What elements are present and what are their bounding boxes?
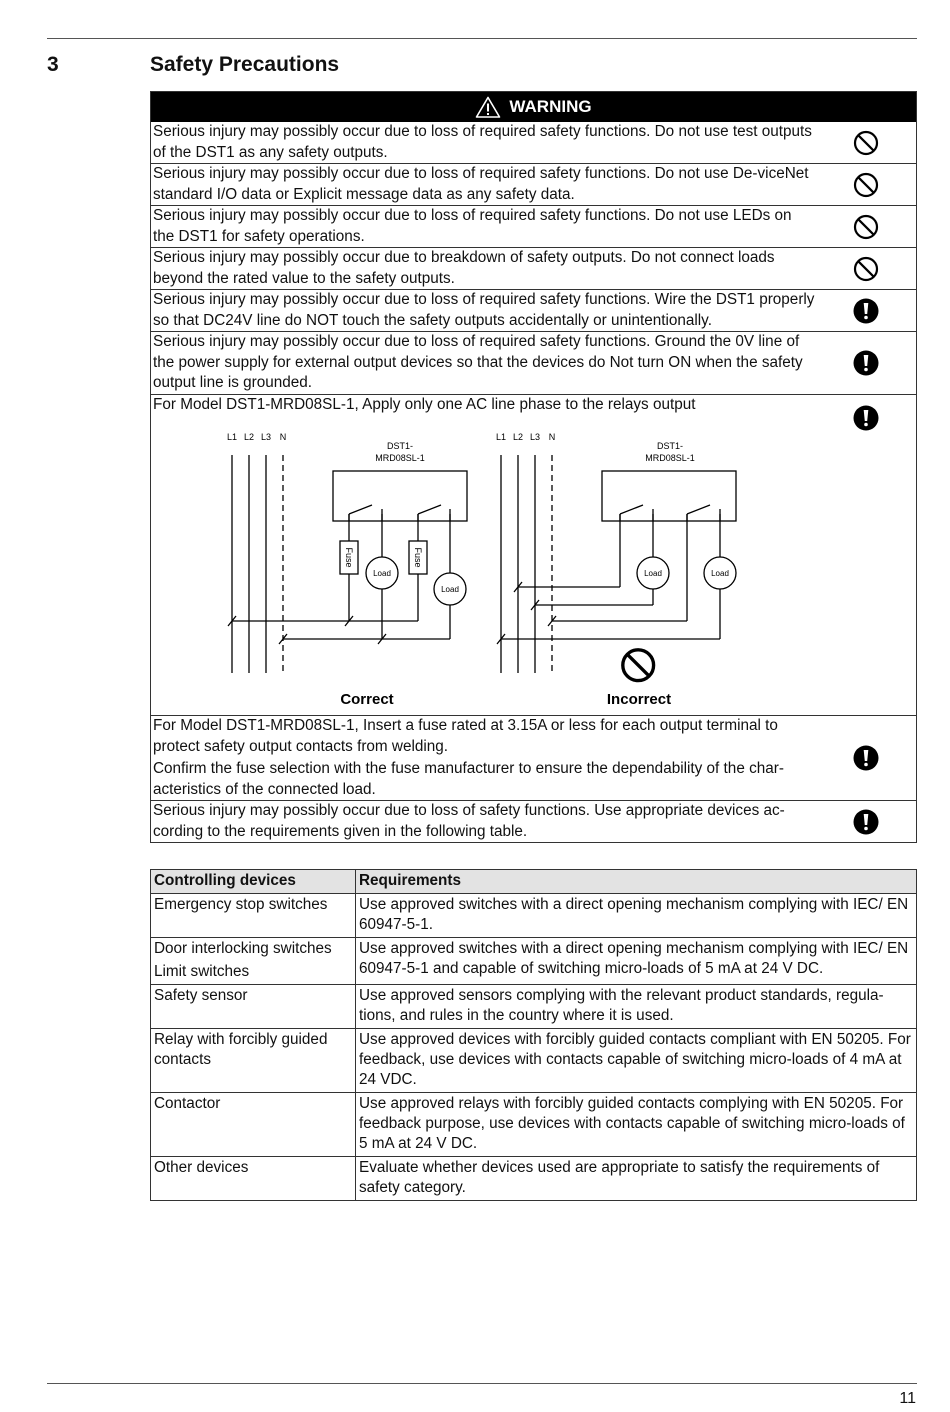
device-name: Door interlocking switches <box>154 940 332 957</box>
warning-row <box>151 205 916 247</box>
warning-line: Serious injury may possibly occur due to loss of required safety functions. Do not use test outputs of the DST1 as any safety outputs. <box>153 123 812 161</box>
requirement-cell: Use approved relays with forcibly guided contacts complying with EN 50205. For feedback purpose, use devices with contacts capable of switching micro-loads of 5 mA at 24 V DC. <box>356 1093 917 1157</box>
warning-line: Serious injury may possibly occur due to loss of required safety functions. Ground the 0V line of the power supply for external output devices so that the devices do Not turn ON when the safety output line is grounded. <box>153 333 803 391</box>
warning-table <box>150 91 917 843</box>
line-label: L2 <box>243 432 255 442</box>
wire <box>620 505 643 514</box>
warning-text <box>151 206 916 247</box>
device-name: Relay with forcibly guided contacts <box>154 1031 328 1068</box>
correct-label: Correct <box>340 691 394 708</box>
warning-row <box>151 394 916 716</box>
warning-row <box>151 122 916 163</box>
load-label: Load <box>644 569 662 578</box>
warning-triangle-icon <box>475 96 501 118</box>
load-label: Load <box>441 585 459 594</box>
device-cell <box>151 985 356 1029</box>
prohibition-icon <box>853 256 879 282</box>
device-name: Contactor <box>154 1095 221 1112</box>
page-number: 11 <box>899 1390 916 1407</box>
device-cell <box>151 894 356 938</box>
warning-line: Serious injury may possibly occur due to loss of safety functions. Use appropriate devices ac-cording to the requirements given in the following table. <box>153 802 785 840</box>
load-label: Load <box>711 569 729 578</box>
module-label: MRD08SL-1 <box>645 453 695 463</box>
section-number: 3 <box>47 53 59 76</box>
table-row <box>151 1029 917 1093</box>
warning-text <box>151 290 916 331</box>
requirements-header-row <box>151 870 917 894</box>
warning-line: Serious injury may possibly occur due to loss of required safety functions. Wire the DST1 properly so that DC24V line do NOT touch the safety outputs accidentally or unintentionally. <box>153 291 815 329</box>
warning-line: For Model DST1-MRD08SL-1, Insert a fuse rated at 3.15A or less for each output terminal to protect safety output contacts from welding. <box>153 717 778 755</box>
fuse-label: Fuse <box>344 547 354 568</box>
warning-header <box>151 92 916 122</box>
requirement-cell: Evaluate whether devices used are appropriate to satisfy the requirements of safety category. <box>356 1157 917 1201</box>
requirement-cell: Use approved sensors complying with the relevant product standards, regula-tions, and rules in the country where it is used. <box>356 985 917 1029</box>
warning-line: For Model DST1-MRD08SL-1, Apply only one AC line phase to the relays output <box>153 395 696 413</box>
requirements-table <box>150 869 917 1201</box>
requirement-cell: Use approved devices with forcibly guided contacts compliant with EN 50205. For feedback, use devices with contacts capable of switching micro-loads of 4 mA at 24 VDC. <box>356 1029 917 1093</box>
mandatory-icon <box>853 350 879 376</box>
table-row <box>151 985 917 1029</box>
top-rule <box>47 38 917 39</box>
mandatory-icon <box>853 745 879 771</box>
line-label: L3 <box>529 432 541 442</box>
warning-line: Confirm the fuse selection with the fuse manufacturer to ensure the dependability of the char-acteristics of the connected load. <box>153 760 784 798</box>
warning-text <box>151 801 916 842</box>
section-title: Safety Precautions <box>150 53 340 76</box>
device-cell <box>151 1093 356 1157</box>
incorrect-prohibition-icon <box>623 650 654 681</box>
wire <box>687 505 710 514</box>
warning-row <box>151 247 916 289</box>
wiring-diagram <box>151 419 916 715</box>
warning-row <box>151 163 916 205</box>
mandatory-icon <box>853 809 879 835</box>
warning-text <box>151 395 916 416</box>
warning-text <box>151 716 916 800</box>
load-label: Load <box>373 569 391 578</box>
warning-line: Serious injury may possibly occur due to loss of required safety functions. Do not use De-viceNet standard I/O data or Explicit message data as any safety data. <box>153 165 809 203</box>
device-name: Emergency stop switches <box>154 896 328 913</box>
prohibition-icon <box>853 130 879 156</box>
warning-row <box>151 289 916 331</box>
table-row <box>151 938 917 985</box>
module-label: MRD08SL-1 <box>375 453 425 463</box>
device-cell <box>151 938 356 985</box>
bottom-rule <box>47 1383 917 1384</box>
line-label: N <box>279 432 287 442</box>
line-label: L1 <box>226 432 238 442</box>
warning-line: Serious injury may possibly occur due to breakdown of safety outputs. Do not connect loads beyond the rated value to the safety outputs. <box>153 249 775 287</box>
warning-rows <box>151 122 916 842</box>
warning-text <box>151 122 916 163</box>
table-row <box>151 1157 917 1201</box>
table-row <box>151 1093 917 1157</box>
mandatory-icon <box>853 298 879 324</box>
warning-text <box>151 332 916 394</box>
device-cell <box>151 1029 356 1093</box>
line-label: L1 <box>495 432 507 442</box>
warning-header-label: WARNING <box>509 97 592 116</box>
device-cell <box>151 1157 356 1201</box>
header-controlling-devices: Controlling devices <box>151 870 356 894</box>
module-box <box>333 471 467 521</box>
prohibition-icon <box>853 214 879 240</box>
device-name: Safety sensor <box>154 987 248 1004</box>
wire <box>418 505 441 514</box>
warning-text <box>151 164 916 205</box>
line-label: N <box>548 432 556 442</box>
warning-row <box>151 331 916 394</box>
prohibition-icon <box>853 172 879 198</box>
device-name: Limit switches <box>154 963 250 980</box>
module-label: DST1- <box>386 441 414 451</box>
requirement-cell: Use approved switches with a direct opening mechanism complying with IEC/ EN 60947-5-1 and capable of switching micro-loads of 5 mA at 24 V DC. <box>356 938 917 985</box>
line-label: L2 <box>512 432 524 442</box>
device-name: Other devices <box>154 1159 249 1176</box>
requirement-cell: Use approved switches with a direct opening mechanism complying with IEC/ EN 60947-5-1. <box>356 894 917 938</box>
warning-text <box>151 248 916 289</box>
warning-row <box>151 715 916 800</box>
line-label: L3 <box>260 432 272 442</box>
fuse-label: Fuse <box>413 547 423 568</box>
incorrect-label: Incorrect <box>606 691 672 708</box>
wire <box>349 505 372 514</box>
table-row <box>151 894 917 938</box>
mandatory-icon <box>853 405 879 431</box>
warning-line: Serious injury may possibly occur due to loss of required safety functions. Do not use LEDs on the DST1 for safety operations. <box>153 207 792 245</box>
module-label: DST1- <box>656 441 684 451</box>
header-requirements: Requirements <box>356 870 917 894</box>
warning-row <box>151 800 916 842</box>
